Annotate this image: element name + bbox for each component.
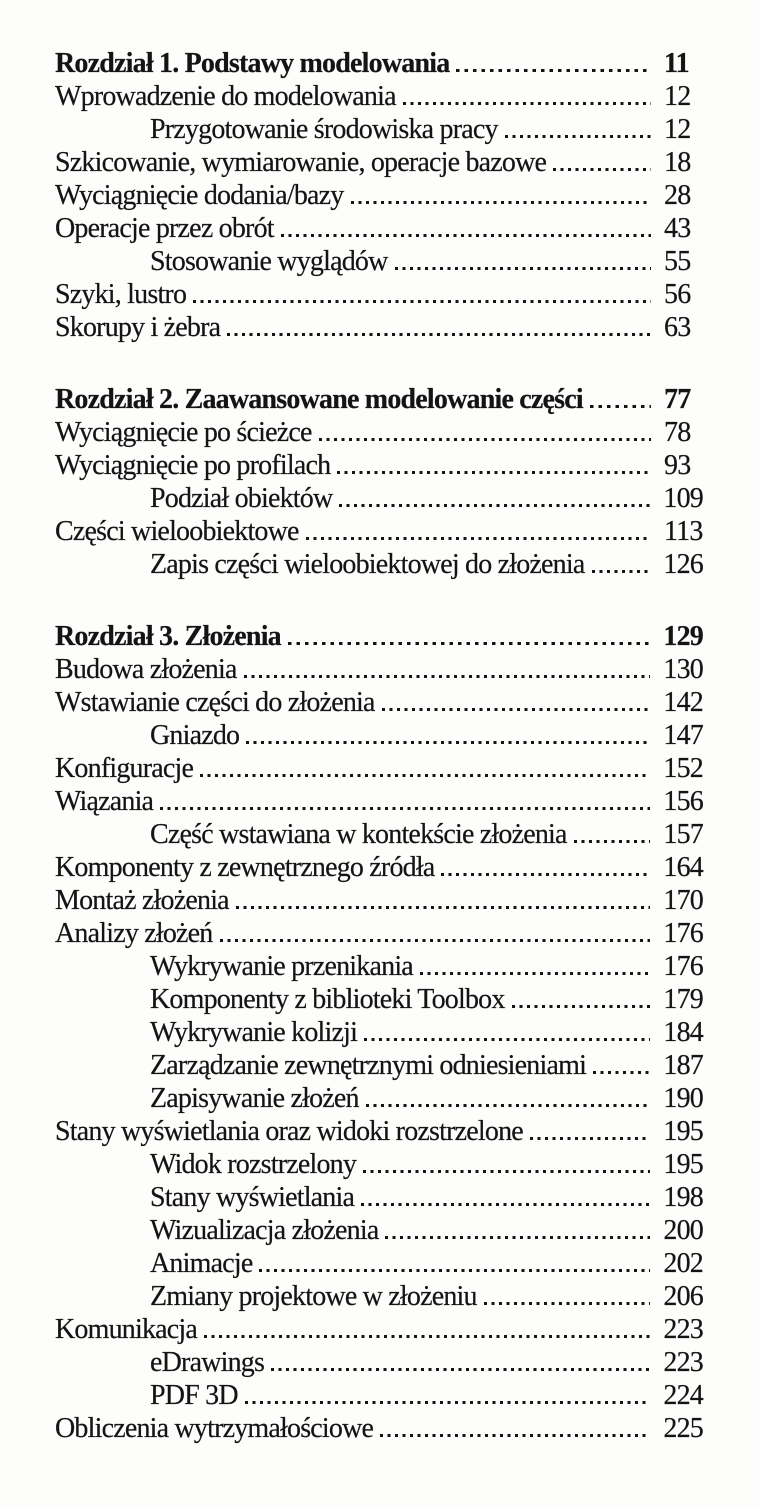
toc-entry-title: Komponenty z zewnętrznego źródła bbox=[55, 852, 435, 883]
toc-entry-page: 18 bbox=[664, 147, 691, 178]
toc-entry bbox=[55, 1412, 703, 1445]
toc-entry-page: 198 bbox=[663, 1182, 703, 1213]
dot-leader bbox=[456, 69, 651, 73]
toc-entry-title: Szkicowanie, wymiarowanie, operacje bazowe bbox=[55, 147, 547, 178]
toc-entry-page: 164 bbox=[663, 852, 703, 883]
dot-leader bbox=[259, 1269, 650, 1272]
toc-entry-title: Widok rozstrzelony bbox=[150, 1149, 357, 1180]
toc-entry bbox=[55, 1082, 703, 1115]
toc-entry-page: 176 bbox=[663, 918, 703, 949]
toc-entry-page: 184 bbox=[663, 1017, 703, 1048]
dot-leader bbox=[363, 1170, 650, 1173]
dot-leader bbox=[441, 873, 650, 876]
toc-entry bbox=[55, 1115, 703, 1148]
dot-leader bbox=[380, 1434, 650, 1437]
toc-entry bbox=[55, 884, 703, 917]
toc-entry-title: Analizy złożeń bbox=[55, 918, 213, 949]
dot-leader bbox=[236, 906, 651, 909]
toc-entry-title: Zapisywanie złożeń bbox=[150, 1083, 359, 1114]
dot-leader bbox=[505, 135, 651, 138]
toc-entry-page: 157 bbox=[663, 819, 703, 850]
toc-entry-title: Części wieloobiektowe bbox=[55, 516, 299, 547]
toc-entry-title: Skorupy i żebra bbox=[55, 312, 221, 343]
toc bbox=[55, 47, 703, 1445]
toc-entry-title: Komunikacja bbox=[55, 1314, 198, 1345]
toc-entry-page: 202 bbox=[663, 1248, 703, 1279]
dot-leader bbox=[403, 102, 651, 105]
toc-entry-page: 56 bbox=[664, 279, 691, 310]
toc-entry-title: Montaż złożenia bbox=[55, 885, 229, 916]
toc-section bbox=[55, 47, 703, 344]
toc-entry-page: 223 bbox=[663, 1314, 703, 1345]
toc-entry-title: Wstawianie części do złożenia bbox=[55, 687, 375, 718]
dot-leader bbox=[361, 1203, 650, 1206]
toc-entry bbox=[55, 548, 703, 581]
toc-entry bbox=[55, 212, 703, 245]
toc-entry-page: 63 bbox=[664, 312, 691, 343]
toc-entry-page: 142 bbox=[663, 687, 703, 718]
dot-leader bbox=[200, 774, 650, 777]
toc-entry bbox=[55, 113, 703, 146]
dot-leader bbox=[245, 1401, 651, 1404]
toc-entry bbox=[55, 950, 703, 983]
toc-entry bbox=[55, 482, 703, 515]
dot-leader bbox=[204, 1335, 650, 1338]
dot-leader bbox=[193, 300, 651, 303]
dot-leader bbox=[271, 1368, 650, 1371]
toc-entry-title: Wyciągnięcie po profilach bbox=[55, 450, 331, 481]
toc-entry-title: Wprowadzenie do modelowania bbox=[55, 81, 396, 112]
toc-entry-page: 224 bbox=[663, 1380, 703, 1411]
dot-leader bbox=[593, 1071, 650, 1074]
toc-entry bbox=[55, 311, 703, 344]
dot-leader bbox=[530, 1137, 650, 1140]
toc-entry bbox=[55, 653, 703, 686]
toc-entry-page: 223 bbox=[663, 1347, 703, 1378]
toc-entry bbox=[55, 1214, 703, 1247]
dot-leader bbox=[590, 405, 651, 409]
toc-entry-title: Wyciągnięcie dodania/bazy bbox=[55, 180, 344, 211]
toc-chapter-heading bbox=[55, 383, 703, 416]
dot-leader bbox=[553, 168, 651, 171]
toc-entry-title: PDF 3D bbox=[150, 1380, 238, 1411]
dot-leader bbox=[281, 234, 651, 237]
dot-leader bbox=[319, 438, 651, 441]
toc-entry-page: 11 bbox=[664, 48, 689, 79]
toc-section bbox=[55, 620, 703, 1445]
toc-entry bbox=[55, 1346, 703, 1379]
dot-leader bbox=[339, 504, 650, 507]
dot-leader bbox=[220, 939, 651, 942]
toc-entry bbox=[55, 917, 703, 950]
toc-entry-title: Wykrywanie kolizji bbox=[150, 1017, 358, 1048]
toc-entry-title: Stany wyświetlania oraz widoki rozstrzelone bbox=[55, 1116, 523, 1147]
toc-entry bbox=[55, 146, 703, 179]
toc-entry bbox=[55, 449, 703, 482]
toc-chapter-heading bbox=[55, 47, 703, 80]
toc-entry-title: Gniazdo bbox=[150, 720, 240, 751]
toc-entry bbox=[55, 1247, 703, 1280]
toc-entry-page: 12 bbox=[664, 114, 691, 145]
toc-entry-page: 43 bbox=[664, 213, 691, 244]
toc-entry-title: Podział obiektów bbox=[150, 483, 333, 514]
dot-leader bbox=[244, 675, 651, 678]
dot-leader bbox=[395, 267, 651, 270]
toc-entry bbox=[55, 416, 703, 449]
toc-entry-title: Budowa złożenia bbox=[55, 654, 237, 685]
toc-entry-page: 109 bbox=[663, 483, 703, 514]
toc-entry-title: Wykrywanie przenikania bbox=[150, 951, 413, 982]
toc-entry-title: Wyciągnięcie po ścieżce bbox=[55, 417, 312, 448]
toc-entry-page: 78 bbox=[664, 417, 691, 448]
toc-entry bbox=[55, 851, 703, 884]
toc-entry bbox=[55, 179, 703, 212]
dot-leader bbox=[366, 1104, 651, 1107]
toc-entry-title: Rozdział 3. Złożenia bbox=[55, 621, 281, 652]
toc-entry-page: 12 bbox=[664, 81, 691, 112]
toc-entry-page: 156 bbox=[663, 786, 703, 817]
toc-entry bbox=[55, 515, 703, 548]
dot-leader bbox=[512, 1005, 651, 1008]
toc-entry-page: 206 bbox=[663, 1281, 703, 1312]
toc-entry bbox=[55, 686, 703, 719]
dot-leader bbox=[484, 1302, 651, 1305]
toc-entry-page: 93 bbox=[664, 450, 691, 481]
dot-leader bbox=[160, 807, 650, 810]
toc-entry-page: 200 bbox=[663, 1215, 703, 1246]
dot-leader bbox=[306, 537, 651, 540]
dot-leader bbox=[385, 1236, 650, 1239]
toc-section bbox=[55, 383, 703, 581]
toc-entry-title: Stosowanie wyglądów bbox=[150, 246, 388, 277]
toc-entry-title: Zmiany projektowe w złożeniu bbox=[150, 1281, 477, 1312]
toc-entry bbox=[55, 785, 703, 818]
toc-entry-title: eDrawings bbox=[150, 1347, 265, 1378]
toc-entry-page: 187 bbox=[663, 1050, 703, 1081]
toc-entry-page: 179 bbox=[663, 984, 703, 1015]
toc-entry bbox=[55, 752, 703, 785]
toc-entry-title: Stany wyświetlania bbox=[150, 1182, 355, 1213]
dot-leader bbox=[420, 972, 650, 975]
toc-entry-title: Zapis części wieloobiektowej do złożenia bbox=[150, 549, 585, 580]
toc-entry bbox=[55, 983, 703, 1016]
dot-leader bbox=[382, 708, 651, 711]
toc-entry-page: 126 bbox=[663, 549, 703, 580]
toc-entry bbox=[55, 719, 703, 752]
toc-entry-title: Przygotowanie środowiska pracy bbox=[150, 114, 498, 145]
toc-entry bbox=[55, 278, 703, 311]
dot-leader bbox=[574, 840, 651, 843]
toc-entry-page: 113 bbox=[664, 516, 703, 547]
dot-leader bbox=[246, 741, 650, 744]
dot-leader bbox=[227, 333, 651, 336]
toc-entry-title: Rozdział 2. Zaawansowane modelowanie części bbox=[55, 384, 583, 415]
toc-chapter-heading bbox=[55, 620, 703, 653]
dot-leader bbox=[364, 1038, 650, 1041]
toc-entry-page: 195 bbox=[663, 1116, 703, 1147]
toc-entry bbox=[55, 1148, 703, 1181]
toc-entry-page: 152 bbox=[663, 753, 703, 784]
toc-entry-title: Konfiguracje bbox=[55, 753, 194, 784]
toc-entry bbox=[55, 1181, 703, 1214]
toc-entry-title: Zarządzanie zewnętrznymi odniesieniami bbox=[150, 1050, 587, 1081]
toc-entry bbox=[55, 818, 703, 851]
toc-entry bbox=[55, 245, 703, 278]
toc-entry-page: 190 bbox=[663, 1083, 703, 1114]
toc-entry-title: Wiązania bbox=[55, 786, 154, 817]
toc-entry bbox=[55, 80, 703, 113]
toc-entry-page: 28 bbox=[664, 180, 691, 211]
toc-entry-page: 225 bbox=[663, 1413, 703, 1444]
toc-entry-title: Wizualizacja złożenia bbox=[150, 1215, 379, 1246]
toc-entry-page: 195 bbox=[663, 1149, 703, 1180]
toc-entry bbox=[55, 1016, 703, 1049]
toc-entry bbox=[55, 1280, 703, 1313]
toc-entry bbox=[55, 1379, 703, 1412]
toc-entry-page: 170 bbox=[663, 885, 703, 916]
toc-entry-page: 176 bbox=[663, 951, 703, 982]
toc-entry-page: 147 bbox=[663, 720, 703, 751]
toc-entry-page: 129 bbox=[663, 621, 703, 652]
toc-entry-title: Obliczenia wytrzymałościowe bbox=[55, 1413, 374, 1444]
toc-entry-page: 130 bbox=[663, 654, 703, 685]
dot-leader bbox=[288, 642, 651, 646]
dot-leader bbox=[351, 201, 652, 204]
toc-entry-title: Operacje przez obrót bbox=[55, 213, 274, 244]
toc-entry-page: 55 bbox=[664, 246, 691, 277]
toc-entry-title: Animacje bbox=[150, 1248, 253, 1279]
toc-entry bbox=[55, 1313, 703, 1346]
toc-entry bbox=[55, 1049, 703, 1082]
toc-entry-title: Część wstawiana w kontekście złożenia bbox=[150, 819, 567, 850]
toc-entry-title: Komponenty z biblioteki Toolbox bbox=[150, 984, 505, 1015]
dot-leader bbox=[337, 471, 651, 474]
toc-entry-page: 77 bbox=[664, 384, 691, 415]
toc-entry-title: Rozdział 1. Podstawy modelowania bbox=[55, 48, 450, 79]
dot-leader bbox=[592, 570, 651, 573]
toc-entry-title: Szyki, lustro bbox=[55, 279, 187, 310]
